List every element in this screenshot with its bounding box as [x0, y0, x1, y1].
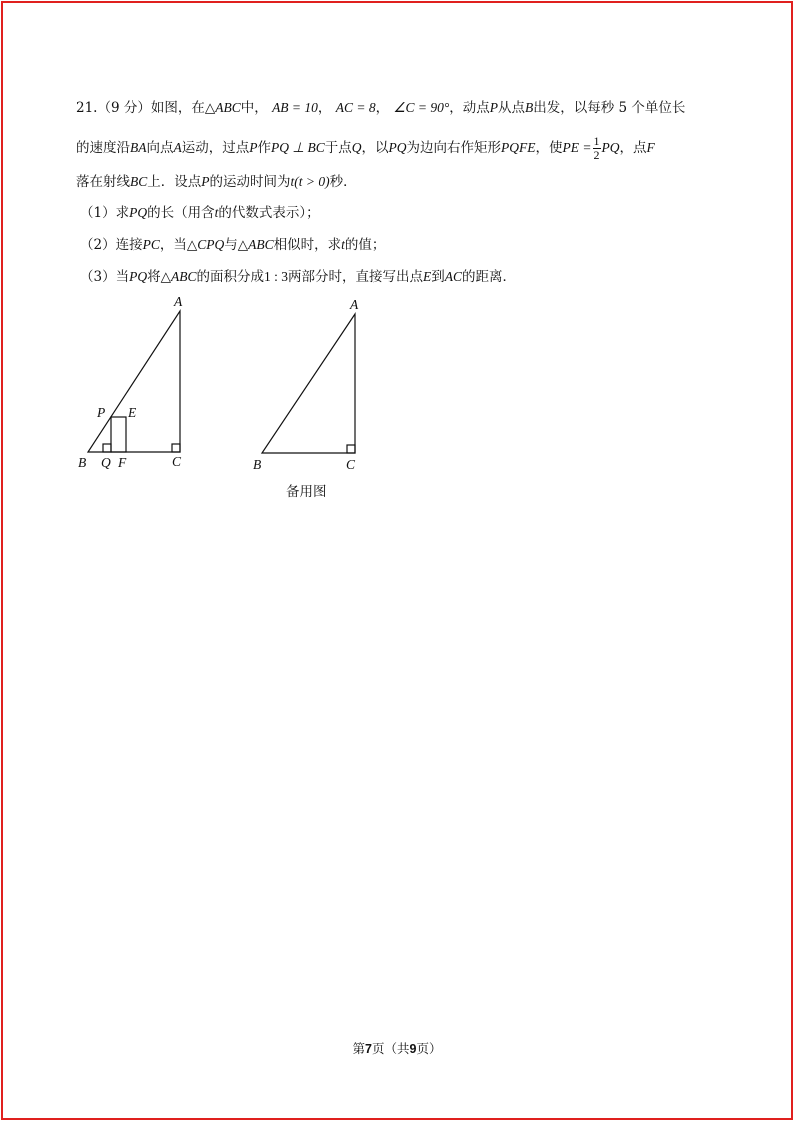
- text: 从点: [498, 100, 526, 116]
- text: 的值；: [344, 237, 386, 253]
- text: 如图，在△: [150, 100, 216, 116]
- label-f: F: [118, 455, 127, 470]
- label-p: P: [97, 405, 106, 420]
- text: ，点: [619, 140, 647, 156]
- math: t: [341, 237, 345, 252]
- math: ABC: [170, 269, 197, 284]
- math: P: [489, 100, 499, 115]
- math: PQ ⊥ BC: [271, 140, 325, 155]
- text: 落在射线: [76, 174, 130, 190]
- math: BC: [130, 174, 148, 189]
- text: ，当△: [159, 237, 198, 253]
- math: 1: [593, 134, 600, 148]
- label-c: C: [172, 454, 182, 469]
- text: 将△: [147, 269, 171, 285]
- math: t(t > 0): [290, 174, 330, 189]
- math: P: [249, 140, 258, 155]
- math: 2: [593, 148, 600, 162]
- page-footer: [0, 1039, 794, 1057]
- right-angle-mark: [172, 444, 180, 452]
- label-e: E: [128, 405, 137, 420]
- triangle-abc-spare: [262, 314, 355, 453]
- figure-2-triangle: [262, 314, 355, 453]
- text: 为边向右作矩形: [406, 140, 502, 156]
- total-pages: 9: [409, 1042, 417, 1056]
- text: 的运动时间为: [209, 174, 291, 190]
- text: 相似时，求: [273, 237, 342, 253]
- text: 的代数式表示）；: [218, 205, 320, 221]
- label-b: B: [78, 455, 87, 470]
- label-q: Q: [101, 455, 111, 470]
- text: （2）连接: [80, 237, 143, 253]
- math: P: [201, 174, 210, 189]
- text: 的速度沿: [76, 140, 130, 156]
- label-a: A: [174, 294, 183, 309]
- math: Q: [351, 140, 362, 155]
- text: 运动，过点: [181, 140, 250, 156]
- right-angle-mark: [347, 445, 355, 453]
- text: 两部分时，直接写出点: [288, 269, 423, 285]
- text: 秒．: [329, 174, 357, 190]
- math: PQFE: [501, 140, 536, 155]
- text: 的距离．: [462, 269, 517, 285]
- text: 上．设点: [147, 174, 202, 190]
- math: t: [214, 205, 219, 220]
- problem-score: （9 分）: [97, 100, 151, 116]
- math: AB = 10: [272, 100, 318, 115]
- text: （3）当: [80, 269, 130, 285]
- text: ，以: [361, 140, 389, 156]
- text: 的面积分成: [196, 269, 264, 285]
- text: 向点: [146, 140, 174, 156]
- math: A: [173, 140, 182, 155]
- math: ∠C = 90°: [393, 100, 450, 115]
- text: ，使: [535, 140, 563, 156]
- label-b: B: [253, 457, 262, 472]
- math: BA: [130, 140, 147, 155]
- triangle-abc: [88, 311, 180, 452]
- math: AC = 8: [335, 100, 376, 115]
- text: 中，: [240, 100, 268, 116]
- text: 出发，以每秒 5 个单位长: [533, 100, 686, 116]
- text: 页（共: [371, 1041, 410, 1056]
- math: PQ: [129, 205, 148, 220]
- figure-1-triangle: [88, 311, 180, 452]
- math: AC: [444, 269, 463, 284]
- text: （1）求: [80, 205, 130, 221]
- math: E: [423, 269, 432, 284]
- rectangle-pqfe: [111, 417, 126, 452]
- math: ABC: [215, 100, 241, 115]
- text: 于点: [324, 140, 352, 156]
- text: 页）: [416, 1041, 442, 1056]
- text: ，动点: [449, 100, 490, 116]
- right-angle-mark-q: [103, 444, 111, 452]
- text: 与△: [224, 237, 249, 253]
- math: CPQ: [197, 237, 225, 252]
- label-c: C: [346, 457, 356, 472]
- text: ，: [375, 100, 390, 116]
- figure-caption: 备用图: [286, 484, 327, 500]
- label-a: A: [350, 297, 359, 312]
- math: F: [646, 140, 655, 155]
- math: PQ: [601, 140, 620, 155]
- text: 到: [431, 269, 445, 285]
- math: 1 : 3: [263, 269, 288, 284]
- page-number: 7: [365, 1042, 372, 1056]
- text: ，: [317, 100, 332, 116]
- text: 第: [352, 1041, 366, 1056]
- math: ABC: [248, 237, 274, 252]
- math: PC: [142, 237, 160, 252]
- text: 作: [257, 140, 271, 156]
- math: B: [525, 100, 534, 115]
- math: PQ: [388, 140, 407, 155]
- math: PQ: [129, 269, 148, 284]
- math: PE =: [562, 140, 592, 155]
- text: 的长（用含: [147, 205, 215, 221]
- problem-number: 21.: [76, 100, 98, 116]
